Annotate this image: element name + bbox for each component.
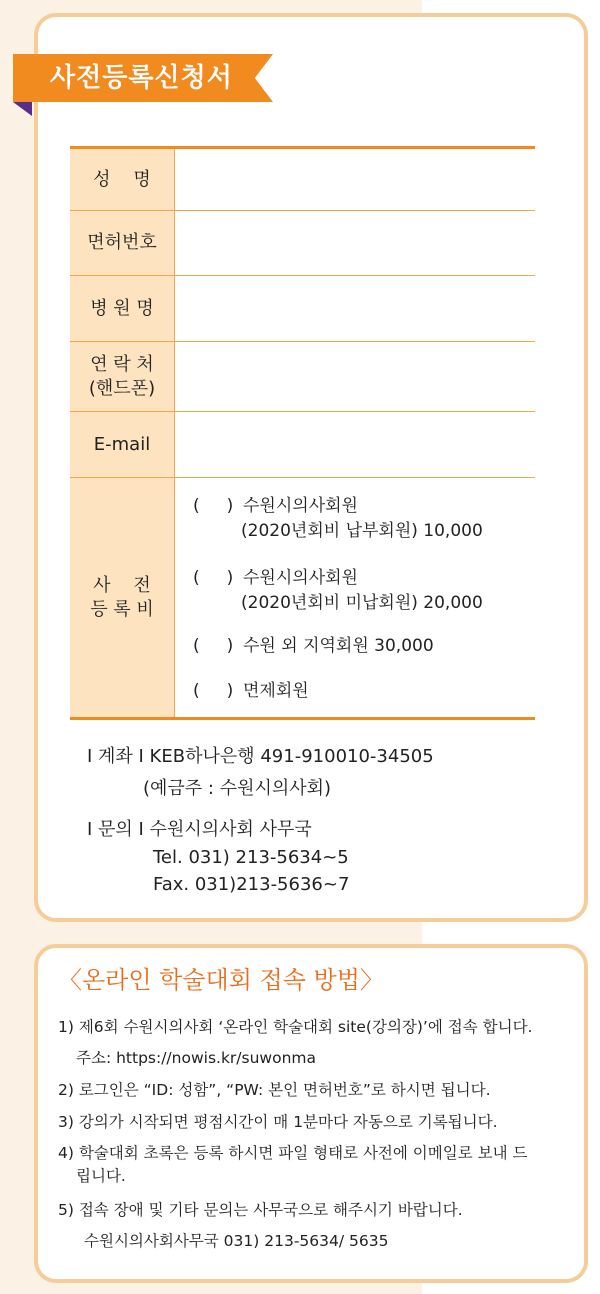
checkbox-paren[interactable]: ( ) [193,567,234,588]
form-row-phone [70,342,535,412]
checkbox-paren[interactable]: ( ) [193,495,234,516]
step-5: 5) 접속 장애 및 기타 문의는 사무국으로 해주시기 바랍니다. [58,1201,463,1219]
inquiry-tel: Tel. 031) 213-5634~5 [153,847,349,868]
step-4: 4) 학술대회 초록은 등록 하시면 파일 형태로 사전에 이메일로 보내 드 [58,1144,528,1162]
fee-option-other-region[interactable] [175,634,535,659]
checkbox-paren[interactable]: ( ) [193,635,234,656]
fee-option-label: 수원시의사회원 [243,495,358,516]
step-2: 2) 로그인은 “ID: 성함”, “PW: 본인 면허번호”로 하시면 됩니다. [58,1081,491,1099]
form-row-name [70,148,535,211]
label-hospital: 병 원 명 [70,276,175,342]
hospital-field[interactable] [175,276,536,342]
fee-option-detail: (2020년회비 미납회원) 20,000 [241,592,483,613]
step-3: 3) 강의가 시작되면 평점시간이 매 1분마다 자동으로 기록됩니다. [58,1113,498,1131]
checkbox-paren[interactable]: ( ) [193,680,234,701]
step-1-address: 주소: https://nowis.kr/suwonma [76,1049,316,1067]
label-fee-line1: 사 전 [93,574,151,596]
account-holder: (예금주 : 수원시의사회) [143,778,332,799]
account-line: I 계좌 I KEB하나은행 491-910010-34505 [87,746,434,767]
inquiry-fax: Fax. 031)213-5636~7 [153,874,350,895]
form-row-license [70,211,535,276]
step-5-contact: 수원시의사회사무국 031) 213-5634/ 5635 [84,1232,389,1250]
fee-option-detail: (2020년회비 납부회원) 10,000 [241,520,483,541]
step-4-cont: 립니다. [76,1167,126,1185]
label-phone-line2: (핸드폰) [88,377,156,399]
license-field[interactable] [175,211,536,276]
fee-option-paid[interactable] [175,494,535,544]
label-email: E-mail [70,412,175,478]
fee-option-label: 면제회원 [243,680,309,701]
name-field[interactable] [175,148,536,211]
phone-field[interactable] [175,342,536,412]
label-phone [70,342,175,412]
inquiry-line: I 문의 I 수원시의사회 사무국 [87,819,312,840]
form-row-email [70,412,535,478]
form-row-hospital [70,276,535,342]
fee-option-unpaid[interactable] [175,566,535,616]
registration-form-table [70,146,535,720]
email-field[interactable] [175,412,536,478]
ribbon-fold [13,102,32,116]
label-name: 성 명 [70,148,175,211]
label-license: 면허번호 [70,211,175,276]
fee-option-label: 수원시의사회원 [243,567,358,588]
label-fee-line2: 등 록 비 [90,598,154,620]
form-title: 사전등록신청서 [50,63,233,93]
step-1: 1) 제6회 수원시의사회 ‘온라인 학술대회 site(강의장)’에 접속 합니다. [58,1018,533,1036]
online-section-title: 〈온라인 학술대회 접속 방법〉 [58,966,384,994]
fee-option-exempt[interactable] [175,679,535,704]
fee-options [175,478,536,719]
label-phone-line1: 연 락 처 [90,353,154,375]
fee-option-label: 수원 외 지역회원 30,000 [243,635,434,656]
form-row-fee [70,478,535,719]
label-fee [70,478,175,719]
